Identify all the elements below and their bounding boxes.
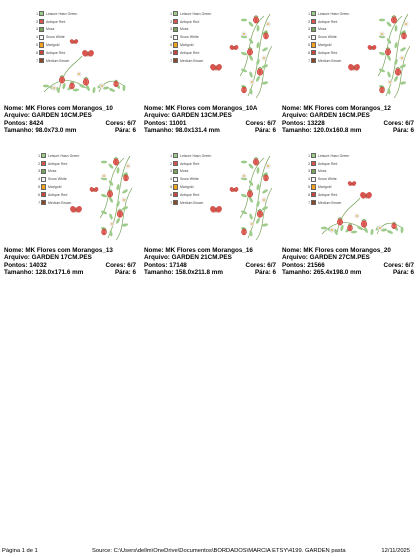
legend-color-name: Snow White: [48, 177, 67, 182]
design-stops: Pára: 6: [254, 127, 276, 135]
legend-row: [168, 10, 214, 18]
legend-row: [36, 152, 82, 160]
color-swatch: [173, 11, 178, 16]
color-swatch: [173, 200, 178, 205]
color-swatch: [39, 35, 44, 40]
design-stops: Pára: 6: [114, 127, 136, 135]
color-swatch: [311, 153, 316, 158]
legend-number: 4: [308, 177, 310, 182]
embroidery-artwork: [209, 14, 272, 98]
legend-color-name: Medium Brown: [46, 58, 70, 63]
design-colors: Cores: 6/7: [245, 119, 276, 127]
legend-number: 3: [170, 169, 172, 174]
legend-row: [168, 168, 214, 176]
legend-number: 1: [38, 153, 40, 158]
color-swatch: [173, 184, 178, 189]
legend-number: 6: [170, 192, 172, 197]
legend-row: [168, 26, 214, 34]
design-size: Tamanho: 98.0x131.4 mm Pára: 6: [144, 127, 276, 135]
design-info: [144, 105, 276, 135]
legend-row: [168, 57, 214, 65]
legend-color-name: Moss: [48, 169, 57, 174]
color-swatch: [41, 161, 46, 166]
color-swatch: [41, 169, 46, 174]
color-legend: [36, 152, 82, 207]
legend-row: [306, 57, 352, 65]
color-legend: [168, 10, 214, 65]
design-name: Nome: MK Flores com Morangos_20: [282, 247, 391, 254]
design-stitches: Pontos: 17148 Cores: 6/7: [144, 261, 276, 269]
color-swatch: [173, 192, 178, 197]
page-number: Página 1 de 1: [2, 548, 38, 554]
color-legend: [168, 152, 214, 207]
color-swatch: [311, 35, 316, 40]
legend-number: 4: [38, 177, 40, 182]
color-legend: [306, 152, 352, 207]
legend-color-name: Snow White: [180, 177, 199, 182]
legend-number: 4: [308, 35, 310, 40]
legend-row: [36, 183, 82, 191]
design-size: Tamanho: 120.0x160.8 mm Pára: 6: [282, 127, 414, 135]
design-info: [4, 105, 136, 135]
legend-color-name: Moss: [318, 169, 327, 174]
color-swatch: [311, 50, 316, 55]
legend-number: 4: [36, 35, 38, 40]
legend-color-name: Leisure Hasn Green: [318, 11, 350, 16]
legend-color-name: Snow White: [318, 35, 337, 40]
design-size: Tamanho: 128.0x171.6 mm Pára: 6: [4, 269, 136, 277]
legend-number: 6: [38, 192, 40, 197]
design-card: [144, 6, 280, 156]
embroidery-artwork: [347, 14, 410, 98]
legend-number: 5: [308, 43, 310, 48]
color-swatch: [173, 42, 178, 47]
color-swatch: [39, 11, 44, 16]
legend-number: 3: [170, 27, 172, 32]
legend-number: 7: [38, 200, 40, 205]
design-file: Arquivo: GARDEN 16CM.PES: [282, 112, 370, 120]
legend-row: [306, 152, 352, 160]
design-info: [144, 247, 276, 277]
color-swatch: [311, 19, 316, 24]
legend-color-name: Antique Red: [180, 192, 200, 197]
design-info: [282, 105, 414, 135]
legend-color-name: Antique Red: [318, 50, 338, 55]
legend-row: [36, 191, 82, 199]
color-swatch: [41, 153, 46, 158]
design-file: Arquivo: GARDEN 27CM.PES: [282, 254, 370, 262]
design-name: Nome: MK Flores com Morangos_13: [4, 247, 113, 254]
legend-row: [34, 10, 80, 18]
legend-row: [306, 33, 352, 41]
source-path: Source: C:\Users\dellm\OneDrive\Documentos\BORDADOS\MARCIA ETSY\4199. GARDEN pasta: [92, 548, 346, 554]
legend-color-name: Marigold: [318, 43, 332, 48]
color-swatch: [173, 50, 178, 55]
legend-row: [34, 26, 80, 34]
legend-row: [36, 175, 82, 183]
color-swatch: [173, 35, 178, 40]
design-stops: Pára: 6: [392, 269, 414, 277]
color-swatch: [311, 42, 316, 47]
legend-row: [306, 41, 352, 49]
legend-row: [36, 160, 82, 168]
legend-row: [306, 191, 352, 199]
legend-number: 3: [308, 27, 310, 32]
legend-color-name: Antique Red: [318, 19, 338, 24]
color-swatch: [311, 177, 316, 182]
legend-number: 7: [308, 58, 310, 63]
legend-number: 3: [36, 27, 38, 32]
design-info: [282, 247, 414, 277]
legend-row: [168, 199, 214, 207]
design-card: [4, 6, 140, 156]
design-stops: Pára: 6: [114, 269, 136, 277]
legend-color-name: Leisure Hasn Green: [46, 11, 78, 16]
legend-color-name: Medium Brown: [180, 58, 204, 63]
legend-number: 1: [308, 11, 310, 16]
legend-color-name: Moss: [46, 27, 55, 32]
legend-number: 7: [170, 200, 172, 205]
legend-color-name: Medium Brown: [48, 200, 72, 205]
legend-color-name: Antique Red: [180, 50, 200, 55]
design-card: [4, 148, 140, 298]
legend-number: 4: [170, 35, 172, 40]
color-swatch: [173, 58, 178, 63]
design-name: Nome: MK Flores com Morangos_12: [282, 105, 391, 112]
legend-color-name: Antique Red: [180, 161, 200, 166]
design-file: Arquivo: GARDEN 21CM.PES: [144, 254, 232, 262]
legend-row: [306, 10, 352, 18]
design-colors: Cores: 6/7: [105, 261, 136, 269]
legend-color-name: Antique Red: [46, 19, 66, 24]
legend-number: 2: [308, 161, 310, 166]
legend-row: [168, 160, 214, 168]
design-stops: Pára: 6: [392, 127, 414, 135]
design-name: Nome: MK Flores com Morangos_16: [144, 247, 253, 254]
legend-row: [306, 199, 352, 207]
legend-row: [168, 41, 214, 49]
legend-number: 3: [38, 169, 40, 174]
color-swatch: [311, 200, 316, 205]
design-preview: [4, 148, 140, 248]
legend-row: [306, 175, 352, 183]
legend-color-name: Medium Brown: [180, 200, 204, 205]
legend-number: 4: [170, 177, 172, 182]
legend-color-name: Snow White: [180, 35, 199, 40]
legend-number: 6: [308, 50, 310, 55]
legend-row: [168, 191, 214, 199]
legend-color-name: Moss: [180, 27, 189, 32]
color-swatch: [39, 27, 44, 32]
color-swatch: [173, 177, 178, 182]
legend-number: 2: [170, 19, 172, 24]
legend-color-name: Marigold: [180, 43, 194, 48]
legend-number: 5: [38, 185, 40, 190]
design-file: Arquivo: GARDEN 13CM.PES: [144, 112, 232, 120]
legend-number: 7: [170, 58, 172, 63]
legend-row: [34, 18, 80, 26]
color-swatch: [41, 177, 46, 182]
legend-color-name: Antique Red: [180, 19, 200, 24]
embroidery-artwork: [209, 156, 272, 240]
legend-color-name: Leisure Hasn Green: [180, 11, 212, 16]
design-stitches: Pontos: 8424 Cores: 6/7: [4, 119, 136, 127]
design-colors: Cores: 6/7: [105, 119, 136, 127]
legend-number: 7: [36, 58, 38, 63]
legend-number: 2: [36, 19, 38, 24]
legend-number: 6: [36, 50, 38, 55]
legend-number: 1: [308, 153, 310, 158]
legend-row: [168, 175, 214, 183]
legend-number: 7: [308, 200, 310, 205]
legend-row: [168, 49, 214, 57]
legend-number: 5: [308, 185, 310, 190]
color-swatch: [41, 192, 46, 197]
legend-number: 1: [170, 11, 172, 16]
design-colors: Cores: 6/7: [383, 119, 414, 127]
design-name: Nome: MK Flores com Morangos_10: [4, 105, 113, 112]
legend-row: [168, 183, 214, 191]
legend-row: [34, 57, 80, 65]
color-swatch: [311, 11, 316, 16]
legend-number: 1: [36, 11, 38, 16]
legend-number: 1: [170, 153, 172, 158]
color-swatch: [173, 161, 178, 166]
color-swatch: [39, 19, 44, 24]
legend-number: 5: [170, 43, 172, 48]
color-swatch: [311, 192, 316, 197]
legend-number: 6: [170, 50, 172, 55]
legend-row: [168, 18, 214, 26]
legend-row: [306, 168, 352, 176]
legend-color-name: Snow White: [46, 35, 65, 40]
legend-row: [306, 49, 352, 57]
design-preview: [4, 6, 140, 106]
legend-number: 2: [38, 161, 40, 166]
color-legend: [306, 10, 352, 65]
design-stitches: Pontos: 14032 Cores: 6/7: [4, 261, 136, 269]
legend-color-name: Leisure Hasn Green: [48, 153, 80, 158]
legend-number: 3: [308, 169, 310, 174]
legend-row: [168, 33, 214, 41]
design-preview: [144, 6, 280, 106]
color-swatch: [173, 19, 178, 24]
color-swatch: [39, 50, 44, 55]
color-swatch: [39, 42, 44, 47]
design-preview: [282, 148, 416, 248]
legend-color-name: Antique Red: [48, 192, 68, 197]
design-card: [282, 6, 416, 156]
design-colors: Cores: 6/7: [245, 261, 276, 269]
design-info: [4, 247, 136, 277]
color-swatch: [311, 169, 316, 174]
legend-row: [306, 26, 352, 34]
design-name: Nome: MK Flores com Morangos_10A: [144, 105, 258, 112]
legend-color-name: Marigold: [46, 43, 60, 48]
legend-color-name: Antique Red: [318, 192, 338, 197]
design-card: [282, 148, 416, 298]
design-file: Arquivo: GARDEN 17CM.PES: [4, 254, 92, 262]
design-size: Tamanho: 158.0x211.8 mm Pára: 6: [144, 269, 276, 277]
legend-color-name: Moss: [318, 27, 327, 32]
design-stitches: Pontos: 11001 Cores: 6/7: [144, 119, 276, 127]
legend-number: 2: [170, 161, 172, 166]
legend-color-name: Leisure Hasn Green: [180, 153, 212, 158]
legend-color-name: Marigold: [48, 185, 62, 190]
design-colors: Cores: 6/7: [383, 261, 414, 269]
legend-color-name: Medium Brown: [318, 58, 342, 63]
color-swatch: [311, 27, 316, 32]
color-swatch: [41, 184, 46, 189]
color-swatch: [173, 27, 178, 32]
legend-color-name: Medium Brown: [318, 200, 342, 205]
legend-row: [34, 49, 80, 57]
legend-color-name: Snow White: [318, 177, 337, 182]
print-date: 12/11/2025: [381, 548, 410, 554]
legend-row: [306, 160, 352, 168]
design-preview: [282, 6, 416, 106]
design-size: Tamanho: 98.0x73.0 mm Pára: 6: [4, 127, 136, 135]
legend-color-name: Marigold: [318, 185, 332, 190]
legend-color-name: Marigold: [180, 185, 194, 190]
legend-color-name: Leisure Hasn Green: [318, 153, 350, 158]
legend-color-name: Antique Red: [46, 50, 66, 55]
design-size: Tamanho: 265.4x198.0 mm Pára: 6: [282, 269, 414, 277]
legend-number: 5: [36, 43, 38, 48]
color-swatch: [311, 184, 316, 189]
legend-row: [34, 41, 80, 49]
color-swatch: [311, 161, 316, 166]
page-footer: [0, 548, 416, 557]
design-card: [144, 148, 280, 298]
legend-row: [168, 152, 214, 160]
legend-color-name: Antique Red: [318, 161, 338, 166]
legend-row: [306, 18, 352, 26]
design-file: Arquivo: GARDEN 10CM.PES: [4, 112, 92, 120]
color-swatch: [39, 58, 44, 63]
color-swatch: [311, 58, 316, 63]
color-legend: [34, 10, 80, 65]
color-swatch: [173, 153, 178, 158]
legend-number: 5: [170, 185, 172, 190]
legend-row: [306, 183, 352, 191]
legend-number: 6: [308, 192, 310, 197]
color-swatch: [41, 200, 46, 205]
legend-row: [36, 199, 82, 207]
legend-row: [34, 33, 80, 41]
design-preview: [144, 148, 280, 248]
design-stitches: Pontos: 21566 Cores: 6/7: [282, 261, 414, 269]
legend-row: [36, 168, 82, 176]
design-stitches: Pontos: 13228 Cores: 6/7: [282, 119, 414, 127]
legend-number: 2: [308, 19, 310, 24]
legend-color-name: Moss: [180, 169, 189, 174]
design-stops: Pára: 6: [254, 269, 276, 277]
color-swatch: [173, 169, 178, 174]
legend-color-name: Antique Red: [48, 161, 68, 166]
